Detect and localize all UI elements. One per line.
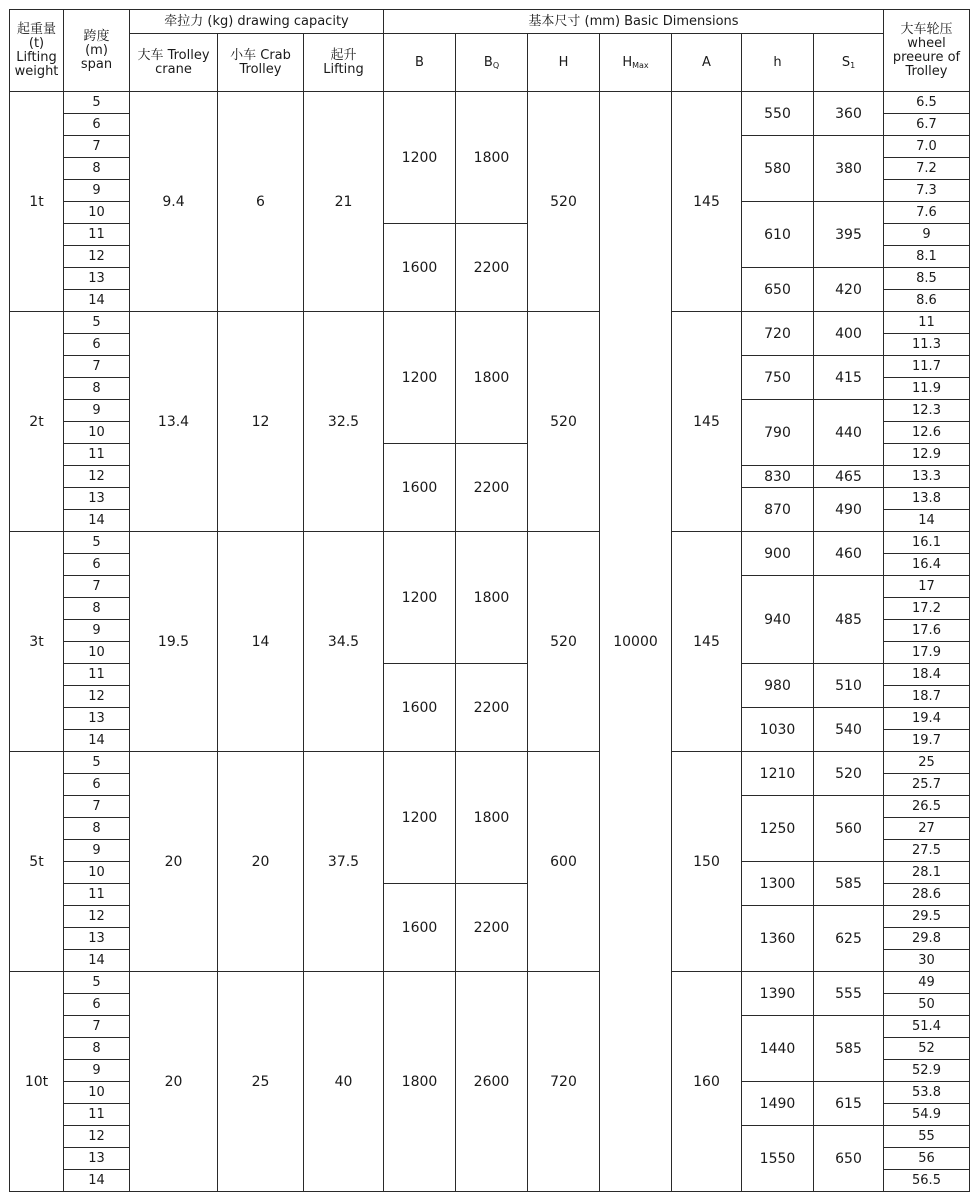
- h-cell: 720: [742, 312, 814, 356]
- trolley-capacity-cell: 13.4: [130, 312, 218, 532]
- wheel-pressure-cell: 53.8: [884, 1082, 970, 1104]
- span-cell: 9: [64, 180, 130, 202]
- wheel-pressure-cell: 11.9: [884, 378, 970, 400]
- wheel-pressure-cell: 11.7: [884, 356, 970, 378]
- header-basic-dimensions: 基本尺寸 (mm) Basic Dimensions: [384, 10, 884, 34]
- S1-cell: 415: [814, 356, 884, 400]
- h-cell: 1300: [742, 862, 814, 906]
- crab-capacity-cell: 25: [218, 972, 304, 1192]
- wheel-pressure-cell: 52.9: [884, 1060, 970, 1082]
- lifting-capacity-cell: 32.5: [304, 312, 384, 532]
- A-cell: 160: [672, 972, 742, 1192]
- S1-cell: 560: [814, 796, 884, 862]
- wheel-pressure-cell: 17.6: [884, 620, 970, 642]
- S1-cell: 650: [814, 1126, 884, 1192]
- lifting-capacity-cell: 34.5: [304, 532, 384, 752]
- B-cell: 1200: [384, 312, 456, 444]
- span-cell: 9: [64, 400, 130, 422]
- span-cell: 8: [64, 598, 130, 620]
- header-lifting-weight: 起重量 (t) Lifting weight: [10, 10, 64, 92]
- header-row-2: [10, 34, 970, 92]
- crab-capacity-cell: 6: [218, 92, 304, 312]
- wheel-pressure-cell: 56.5: [884, 1170, 970, 1192]
- span-cell: 10: [64, 642, 130, 664]
- wheel-pressure-cell: 56: [884, 1148, 970, 1170]
- wheel-pressure-cell: 26.5: [884, 796, 970, 818]
- crane-spec-table: [9, 9, 970, 1192]
- S1-cell: 540: [814, 708, 884, 752]
- wheel-pressure-cell: 18.4: [884, 664, 970, 686]
- BQ-cell: 2600: [456, 972, 528, 1192]
- h-cell: 650: [742, 268, 814, 312]
- wheel-pressure-cell: 12.9: [884, 444, 970, 466]
- S1-cell: 380: [814, 136, 884, 202]
- wheel-pressure-cell: 55: [884, 1126, 970, 1148]
- wheel-pressure-cell: 29.5: [884, 906, 970, 928]
- table-row: [10, 972, 970, 994]
- header-row-1: [10, 10, 970, 34]
- lifting-capacity-cell: 21: [304, 92, 384, 312]
- span-cell: 12: [64, 906, 130, 928]
- wheel-pressure-cell: 25: [884, 752, 970, 774]
- span-cell: 10: [64, 422, 130, 444]
- header-wheel-pressure: 大车轮压 wheel preeure of Trolley: [884, 10, 970, 92]
- span-cell: 14: [64, 730, 130, 752]
- trolley-capacity-cell: 19.5: [130, 532, 218, 752]
- BQ-cell: 1800: [456, 752, 528, 884]
- crab-capacity-cell: 20: [218, 752, 304, 972]
- span-cell: 8: [64, 818, 130, 840]
- wheel-pressure-cell: 27.5: [884, 840, 970, 862]
- span-cell: 8: [64, 378, 130, 400]
- span-cell: 8: [64, 1038, 130, 1060]
- B-cell: 1200: [384, 532, 456, 664]
- lifting-weight-cell: 5t: [10, 752, 64, 972]
- wheel-pressure-cell: 8.5: [884, 268, 970, 290]
- S1-cell: 520: [814, 752, 884, 796]
- span-cell: 5: [64, 972, 130, 994]
- h-cell: 1250: [742, 796, 814, 862]
- span-cell: 5: [64, 92, 130, 114]
- wheel-pressure-cell: 17: [884, 576, 970, 598]
- span-cell: 12: [64, 246, 130, 268]
- span-cell: 11: [64, 884, 130, 906]
- S1-cell: 465: [814, 466, 884, 488]
- wheel-pressure-cell: 16.4: [884, 554, 970, 576]
- span-cell: 11: [64, 1104, 130, 1126]
- h-cell: 1210: [742, 752, 814, 796]
- h-cell: 830: [742, 466, 814, 488]
- span-cell: 11: [64, 664, 130, 686]
- wheel-pressure-cell: 9: [884, 224, 970, 246]
- span-cell: 7: [64, 796, 130, 818]
- span-cell: 13: [64, 928, 130, 950]
- h-cell: 1550: [742, 1126, 814, 1192]
- span-cell: 9: [64, 840, 130, 862]
- h-cell: 1490: [742, 1082, 814, 1126]
- span-cell: 13: [64, 708, 130, 730]
- span-cell: 6: [64, 114, 130, 136]
- table-row: [10, 752, 970, 774]
- h-cell: 870: [742, 488, 814, 532]
- BQ-cell: 1800: [456, 532, 528, 664]
- S1-cell: 585: [814, 862, 884, 906]
- S1-cell: 555: [814, 972, 884, 1016]
- h-cell: 790: [742, 400, 814, 466]
- S1-cell: 395: [814, 202, 884, 268]
- wheel-pressure-cell: 7.2: [884, 158, 970, 180]
- span-cell: 7: [64, 1016, 130, 1038]
- BQ-cell: 2200: [456, 224, 528, 312]
- lifting-weight-cell: 1t: [10, 92, 64, 312]
- A-cell: 145: [672, 92, 742, 312]
- A-cell: 145: [672, 312, 742, 532]
- B-cell: 1600: [384, 444, 456, 532]
- h-cell: 980: [742, 664, 814, 708]
- S1-cell: 510: [814, 664, 884, 708]
- h-cell: 1360: [742, 906, 814, 972]
- B-cell: 1600: [384, 884, 456, 972]
- wheel-pressure-cell: 30: [884, 950, 970, 972]
- wheel-pressure-cell: 11: [884, 312, 970, 334]
- span-cell: 12: [64, 466, 130, 488]
- span-cell: 11: [64, 224, 130, 246]
- span-cell: 8: [64, 158, 130, 180]
- BQ-cell: 2200: [456, 884, 528, 972]
- span-cell: 12: [64, 1126, 130, 1148]
- header-H: H: [528, 34, 600, 92]
- header-drawing-capacity: 牵拉力 (kg) drawing capacity: [130, 10, 384, 34]
- span-cell: 7: [64, 356, 130, 378]
- A-cell: 150: [672, 752, 742, 972]
- B-cell: 1200: [384, 752, 456, 884]
- lifting-weight-cell: 2t: [10, 312, 64, 532]
- header-lifting: 起升 Lifting: [304, 34, 384, 92]
- h-cell: 610: [742, 202, 814, 268]
- wheel-pressure-cell: 25.7: [884, 774, 970, 796]
- wheel-pressure-cell: 8.1: [884, 246, 970, 268]
- H-cell: 600: [528, 752, 600, 972]
- A-cell: 145: [672, 532, 742, 752]
- header-span: 跨度 (m) span: [64, 10, 130, 92]
- trolley-capacity-cell: 20: [130, 972, 218, 1192]
- table-row: [10, 312, 970, 334]
- wheel-pressure-cell: 28.6: [884, 884, 970, 906]
- S1-cell: 615: [814, 1082, 884, 1126]
- span-cell: 5: [64, 312, 130, 334]
- S1-cell: 485: [814, 576, 884, 664]
- header-crab-trolley: 小车 Crab Trolley: [218, 34, 304, 92]
- header-S1: $S_1$: [814, 34, 884, 92]
- span-cell: 9: [64, 1060, 130, 1082]
- span-cell: 12: [64, 686, 130, 708]
- header-h: h: [742, 34, 814, 92]
- span-cell: 13: [64, 1148, 130, 1170]
- wheel-pressure-cell: 6.5: [884, 92, 970, 114]
- wheel-pressure-cell: 28.1: [884, 862, 970, 884]
- span-cell: 14: [64, 290, 130, 312]
- h-cell: 1390: [742, 972, 814, 1016]
- crab-capacity-cell: 14: [218, 532, 304, 752]
- wheel-pressure-cell: 17.2: [884, 598, 970, 620]
- S1-cell: 400: [814, 312, 884, 356]
- span-cell: 11: [64, 444, 130, 466]
- B-cell: 1800: [384, 972, 456, 1192]
- HMax-cell: 10000: [600, 92, 672, 1192]
- wheel-pressure-cell: 19.7: [884, 730, 970, 752]
- H-cell: 520: [528, 312, 600, 532]
- span-cell: 6: [64, 994, 130, 1016]
- S1-cell: 440: [814, 400, 884, 466]
- span-cell: 10: [64, 1082, 130, 1104]
- wheel-pressure-cell: 52: [884, 1038, 970, 1060]
- trolley-capacity-cell: 9.4: [130, 92, 218, 312]
- wheel-pressure-cell: 49: [884, 972, 970, 994]
- S1-cell: 360: [814, 92, 884, 136]
- S1-cell: 585: [814, 1016, 884, 1082]
- S1-cell: 460: [814, 532, 884, 576]
- h-cell: 750: [742, 356, 814, 400]
- BQ-cell: 2200: [456, 444, 528, 532]
- span-cell: 6: [64, 554, 130, 576]
- h-cell: 550: [742, 92, 814, 136]
- crab-capacity-cell: 12: [218, 312, 304, 532]
- BQ-cell: 2200: [456, 664, 528, 752]
- wheel-pressure-cell: 6.7: [884, 114, 970, 136]
- trolley-capacity-cell: 20: [130, 752, 218, 972]
- wheel-pressure-cell: 54.9: [884, 1104, 970, 1126]
- h-cell: 580: [742, 136, 814, 202]
- B-cell: 1200: [384, 92, 456, 224]
- lifting-capacity-cell: 40: [304, 972, 384, 1192]
- lifting-weight-cell: 10t: [10, 972, 64, 1192]
- S1-cell: 490: [814, 488, 884, 532]
- table-row: [10, 532, 970, 554]
- h-cell: 1440: [742, 1016, 814, 1082]
- h-cell: 900: [742, 532, 814, 576]
- wheel-pressure-cell: 14: [884, 510, 970, 532]
- span-cell: 5: [64, 532, 130, 554]
- span-cell: 5: [64, 752, 130, 774]
- wheel-pressure-cell: 11.3: [884, 334, 970, 356]
- wheel-pressure-cell: 17.9: [884, 642, 970, 664]
- span-cell: 6: [64, 774, 130, 796]
- wheel-pressure-cell: 29.8: [884, 928, 970, 950]
- table-row: [10, 92, 970, 114]
- span-cell: 13: [64, 268, 130, 290]
- wheel-pressure-cell: 7.6: [884, 202, 970, 224]
- header-trolley-crane: 大车 Trolley crane: [130, 34, 218, 92]
- header-B: B: [384, 34, 456, 92]
- S1-cell: 625: [814, 906, 884, 972]
- wheel-pressure-cell: 18.7: [884, 686, 970, 708]
- wheel-pressure-cell: 7.0: [884, 136, 970, 158]
- span-cell: 14: [64, 510, 130, 532]
- span-cell: 7: [64, 136, 130, 158]
- wheel-pressure-cell: 12.6: [884, 422, 970, 444]
- lifting-capacity-cell: 37.5: [304, 752, 384, 972]
- h-cell: 1030: [742, 708, 814, 752]
- wheel-pressure-cell: 8.6: [884, 290, 970, 312]
- wheel-pressure-cell: 27: [884, 818, 970, 840]
- wheel-pressure-cell: 12.3: [884, 400, 970, 422]
- H-cell: 720: [528, 972, 600, 1192]
- span-cell: 13: [64, 488, 130, 510]
- span-cell: 14: [64, 1170, 130, 1192]
- h-cell: 940: [742, 576, 814, 664]
- B-cell: 1600: [384, 664, 456, 752]
- wheel-pressure-cell: 50: [884, 994, 970, 1016]
- wheel-pressure-cell: 13.8: [884, 488, 970, 510]
- H-cell: 520: [528, 532, 600, 752]
- span-cell: 9: [64, 620, 130, 642]
- S1-cell: 420: [814, 268, 884, 312]
- BQ-cell: 1800: [456, 312, 528, 444]
- B-cell: 1600: [384, 224, 456, 312]
- header-A: A: [672, 34, 742, 92]
- BQ-cell: 1800: [456, 92, 528, 224]
- wheel-pressure-cell: 19.4: [884, 708, 970, 730]
- wheel-pressure-cell: 51.4: [884, 1016, 970, 1038]
- H-cell: 520: [528, 92, 600, 312]
- span-cell: 6: [64, 334, 130, 356]
- span-cell: 14: [64, 950, 130, 972]
- span-cell: 10: [64, 862, 130, 884]
- header-HMax: $H_{Max}$: [600, 34, 672, 92]
- span-cell: 10: [64, 202, 130, 224]
- spec-sheet: [9, 9, 970, 1192]
- wheel-pressure-cell: 13.3: [884, 466, 970, 488]
- lifting-weight-cell: 3t: [10, 532, 64, 752]
- header-BQ: $B_Q$: [456, 34, 528, 92]
- wheel-pressure-cell: 16.1: [884, 532, 970, 554]
- span-cell: 7: [64, 576, 130, 598]
- wheel-pressure-cell: 7.3: [884, 180, 970, 202]
